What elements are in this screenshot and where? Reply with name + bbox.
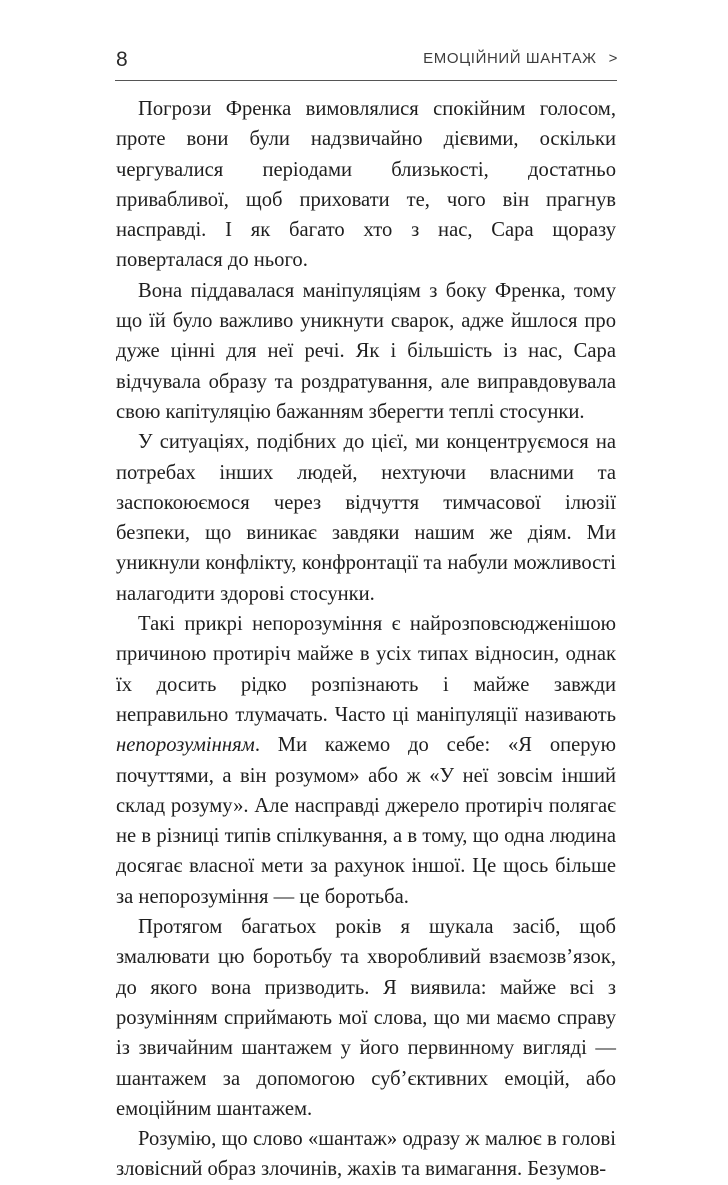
paragraph: Протягом багатьох років я шукала засіб, щоб змалювати цю боротьбу та хворобливий взаємозв’язок, до якого вона призводить. Я виявила: майже всі з розумінням сприймають мої слова, що ми маємо справу із звичайним шантажем у його первинному вигляді — шантажем за допомогою суб’єктивних емоцій, або емоційним шантажем. bbox=[116, 916, 616, 1120]
paragraph bbox=[116, 609, 616, 912]
paragraph-text: Такі прикрі непорозуміння є найрозповсюдженішою причиною протиріч майже в усіх типах відносин, однак їх досить рідко розпізнають і майже завжди неправильно тлумачать. Часто ці маніпуляції називають bbox=[116, 613, 616, 726]
running-head bbox=[423, 50, 618, 67]
paragraph-text: . Ми кажемо до себе: «Я оперую почуттями, а він розумом» або ж «У неї зовсім інший склад розуму». Але насправді джерело протиріч полягає не в різниці типів спілкування, а в тому, що одна людина досягає власної мети за рахунок іншої. Це щось більше за непорозуміння — це боротьба. bbox=[116, 734, 616, 908]
body-text bbox=[116, 94, 616, 1185]
italic-term: непорозумінням bbox=[116, 734, 255, 757]
running-title: ЕМОЦІЙНИЙ ШАНТАЖ bbox=[423, 50, 597, 67]
paragraph: Погрози Френка вимовлялися спокійним голосом, проте вони були надзвичайно дієвими, оскільки чергувалися періодами близькості, достатньо привабливої, щоб приховати те, чого він прагнув насправді. І як багато хто з нас, Сара щоразу поверталася до нього. bbox=[116, 98, 616, 272]
paragraph: Розумію, що слово «шантаж» одразу ж малює в голові зловісний образ злочинів, жахів та вимагання. Безумов- bbox=[116, 1128, 616, 1181]
header-rule bbox=[115, 80, 617, 81]
paragraph: Вона піддавалася маніпуляціям з боку Френка, тому що їй було важливо уникнути сварок, адже йшлося про дуже цінні для неї речі. Як і більшість із нас, Сара відчувала образу та роздратування, але виправдовувала свою капітуляцію бажанням зберегти теплі стосунки. bbox=[116, 279, 616, 423]
paragraph: У ситуаціях, подібних до цієї, ми концентруємося на потребах інших людей, нехтуючи власними та заспокоюємося через відчуття тимчасової ілюзії безпеки, що виникає завдяки нашим же діям. Ми уникнули конфлікту, конфронтації та набули можливості налагодити здорові стосунки. bbox=[116, 431, 616, 605]
page-number: 8 bbox=[116, 48, 128, 71]
chevron-right-icon: > bbox=[608, 50, 618, 67]
